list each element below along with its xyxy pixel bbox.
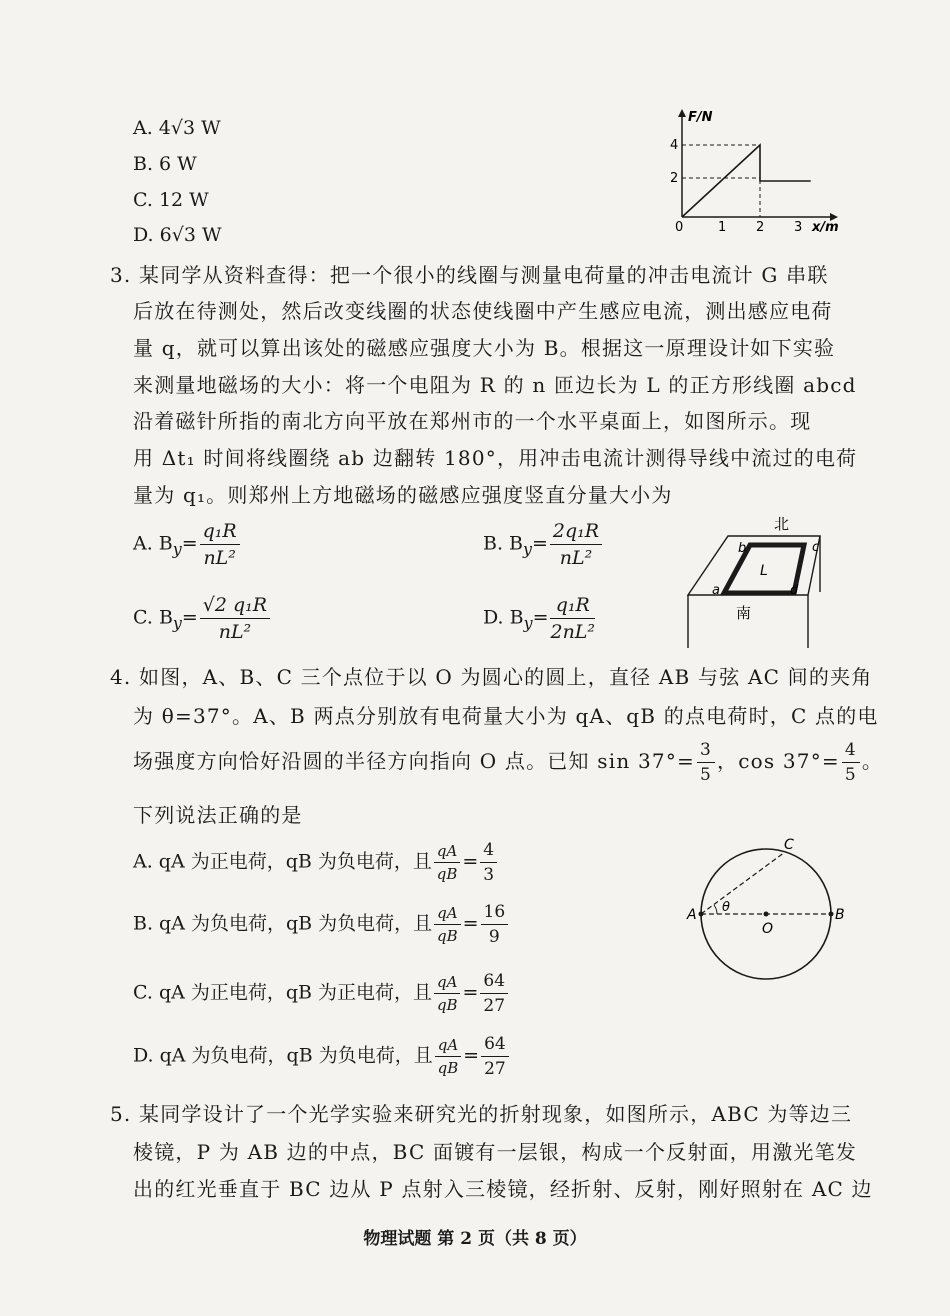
q3-line-6: 用 Δt₁ 时间将线圈绕 ab 边翻转 180°，用冲击电流计测得导线中流过的电荷 <box>133 446 858 470</box>
label-theta: θ <box>722 900 730 915</box>
angle-arc <box>714 905 717 914</box>
force-line <box>682 145 811 217</box>
xtick-1: 1 <box>718 220 727 235</box>
point-B-dot <box>829 912 834 917</box>
q3-line-7: 量为 q₁。则郑州上方地磁场的磁感应强度竖直分量大小为 <box>133 483 673 507</box>
side-L: L <box>760 563 768 579</box>
q3-line-5: 沿着磁针所指的南北方向平放在郑州市的一个水平桌面上，如图所示。现 <box>133 409 812 433</box>
ytick-2: 2 <box>670 171 679 186</box>
q4-option-c: C. qA 为正电荷，qB 为正电荷，且 $\frac{qA}{qB}$ = $\frac{64}{27}$ <box>133 971 510 1016</box>
circle-charge-figure <box>680 835 860 995</box>
north-label: 北 <box>774 515 790 533</box>
page-footer: 物理试题 第 2 页（共 8 页） <box>363 1229 587 1249</box>
xtick-0: 0 <box>675 220 684 235</box>
q3-line-1: 3. 某同学从资料查得：把一个很小的线圈与测量电荷量的冲击电流计 G 串联 <box>110 263 829 287</box>
q5-line-2: 棱镜，P 为 AB 边的中点，BC 面镀有一层银，构成一个反射面，用激光笔发 <box>133 1140 857 1164</box>
corner-b: b <box>738 541 747 556</box>
q2-option-d: D. 6√3 W <box>133 224 222 246</box>
q5-line-1: 5. 某同学设计了一个光学实验来研究光的折射现象，如图所示，ABC 为等边三 <box>110 1102 853 1126</box>
q3-option-d: D. $B_y=$ $\frac{\text{q₁R}}{\text{2nL²}}$ <box>483 594 596 643</box>
point-A-dot <box>699 912 704 917</box>
q4-option-a: A. qA 为正电荷，qB 为负电荷，且 $\frac{qA}{qB}$ = $\frac{4}{3}$ <box>133 840 499 885</box>
xtick-2: 2 <box>756 220 765 235</box>
q2-option-c: C. 12 W <box>133 189 209 211</box>
chord-AC <box>701 852 785 914</box>
q3-option-b: B. $B_y=$ $\frac{\text{2q₁R}}{\text{nL²}}$ <box>483 520 604 569</box>
x-label: x/m <box>812 220 839 235</box>
label-C: C <box>784 837 794 853</box>
q4-line-2: 为 θ=37°。A、B 两点分别放有电荷量大小为 qA、qB 的点电荷时，C 点的电 <box>133 704 879 728</box>
q4-line-1: 4. 如图，A、B、C 三个点位于以 O 为圆心的圆上，直径 AB 与弦 AC 间的夹角 <box>110 665 873 689</box>
corner-d: d <box>790 583 799 598</box>
q2-option-a: A. 4√3 W <box>133 117 221 139</box>
q3-line-3: 量 q，就可以算出该处的磁感应强度大小为 B。根据这一原理设计如下实验 <box>133 336 836 360</box>
corner-a: a <box>712 583 720 598</box>
q3-option-a: A. $B_y=$ $\frac{\text{q₁R}}{\text{nL²}}$ <box>133 520 242 569</box>
q4-line-4: 下列说法正确的是 <box>133 803 303 827</box>
label-B: B <box>835 907 845 923</box>
coil-on-table-figure <box>680 512 830 652</box>
y-label: F/N <box>688 110 713 125</box>
corner-c: c <box>812 540 820 555</box>
y-axis-arrow <box>678 109 686 117</box>
q2-option-b: B. 6 W <box>133 153 197 175</box>
south-label: 南 <box>736 604 752 622</box>
q3-option-c: C. $B_y=$ $\frac{\text{√2 q₁R}}{\text{nL²}}$ <box>133 594 272 643</box>
label-A: A <box>687 907 697 923</box>
q4-option-b: B. qA 为负电荷，qB 为负电荷，且 $\frac{qA}{qB}$ = $\frac{16}{9}$ <box>133 902 510 947</box>
xtick-3: 3 <box>794 220 803 235</box>
q4-option-d: D. qA 为负电荷，qB 为负电荷，且 $\frac{qA}{qB}$ = $\frac{64}{27}$ <box>133 1034 511 1079</box>
force-displacement-graph <box>660 105 850 240</box>
ytick-4: 4 <box>670 138 679 153</box>
q4-line-3: 场强度方向恰好沿圆的半径方向指向 O 点。已知 sin 37°= $\frac{3}{5}$ ，cos 37°= $\frac{4}{5}$ 。 <box>133 740 884 785</box>
q3-line-4: 来测量地磁场的大小：将一个电阻为 R 的 n 匝边长为 L 的正方形线圈 abcd <box>133 373 857 397</box>
center-dot <box>764 912 769 917</box>
q3-line-2: 后放在待测处，然后改变线圈的状态使线圈中产生感应电流，测出感应电荷 <box>133 299 833 323</box>
label-O: O <box>762 921 774 937</box>
q5-line-3: 出的红光垂直于 BC 边从 P 点射入三棱镜，经折射、反射，刚好照射在 AC 边 <box>133 1177 873 1201</box>
